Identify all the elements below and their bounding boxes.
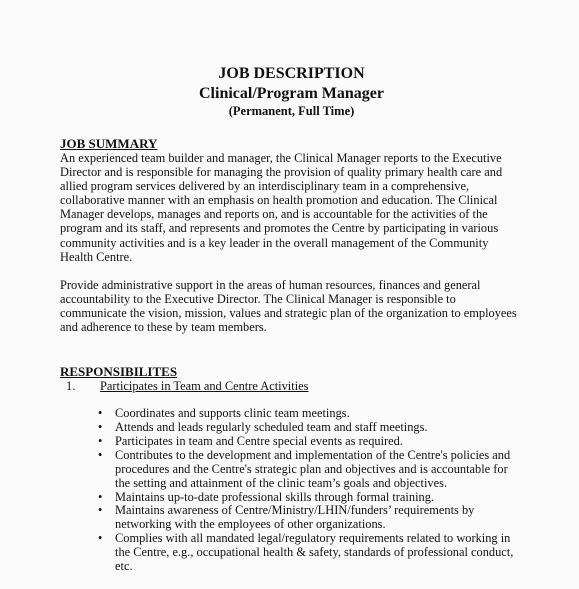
list-item: • Participates in team and Centre special events as required.	[98, 435, 523, 449]
document-header	[60, 64, 523, 119]
job-summary-heading: JOB SUMMARY	[60, 136, 158, 151]
list-item: • Contributes to the development and implementation of the Centre's policies and procedures and the Centre's strategic plan and objectives and is accountable for the setting and attainment of the clinic team’s goals and objectives.	[98, 449, 523, 491]
summary-paragraph-2: Provide administrative support in the areas of human resources, finances and general accountability to the Executive Director. The Clinical Manager is responsible to communicate the vision, mission, values and strategic plan of the organization to employees and adherence to these by team members.	[60, 277, 517, 335]
summary-paragraph-1: An experienced team builder and manager, the Clinical Manager reports to the Executive Director and is responsible for managing the provision of quality primary health care and allied program services delivered by an interdisciplinary team in a comprehensive, collaborative manner with an emphasis on health promotion and education. The Clinical Manager develops, manages and reports on, and is accountable for the activities of the program and its staff, and represents and promotes the Centre by participating in various community activities and is a key leader in the overall management of the Community Health Centre.	[60, 151, 503, 264]
list-item: • Attends and leads regularly scheduled team and staff meetings.	[98, 421, 523, 435]
item-number: 1.	[66, 379, 76, 394]
list-item: • Complies with all mandated legal/regulatory requirements related to working in the Centre, e.g., occupational health & safety, standards of professional conduct, etc.	[98, 532, 523, 574]
list-item: • Coordinates and supports clinic team meetings.	[98, 407, 523, 421]
document-subtitle: Clinical/Program Manager	[199, 85, 384, 102]
responsibility-item-1	[66, 379, 523, 393]
item-label: Participates in Team and Centre Activities	[100, 379, 309, 394]
responsibilities-heading: RESPONSIBILITES	[60, 364, 178, 380]
employment-type-note: (Permanent, Full Time)	[228, 104, 355, 118]
list-item: • Maintains up-to-date professional skills through formal training.	[98, 491, 523, 505]
list-item: • Maintains awareness of Centre/Ministry/LHIN/funders’ requirements by networking with the employees of other organizations.	[98, 504, 523, 532]
document-title: JOB DESCRIPTION	[218, 65, 365, 82]
responsibility-bullet-list	[60, 407, 523, 574]
responsibilities-section	[60, 365, 523, 574]
job-summary-section	[60, 137, 523, 334]
